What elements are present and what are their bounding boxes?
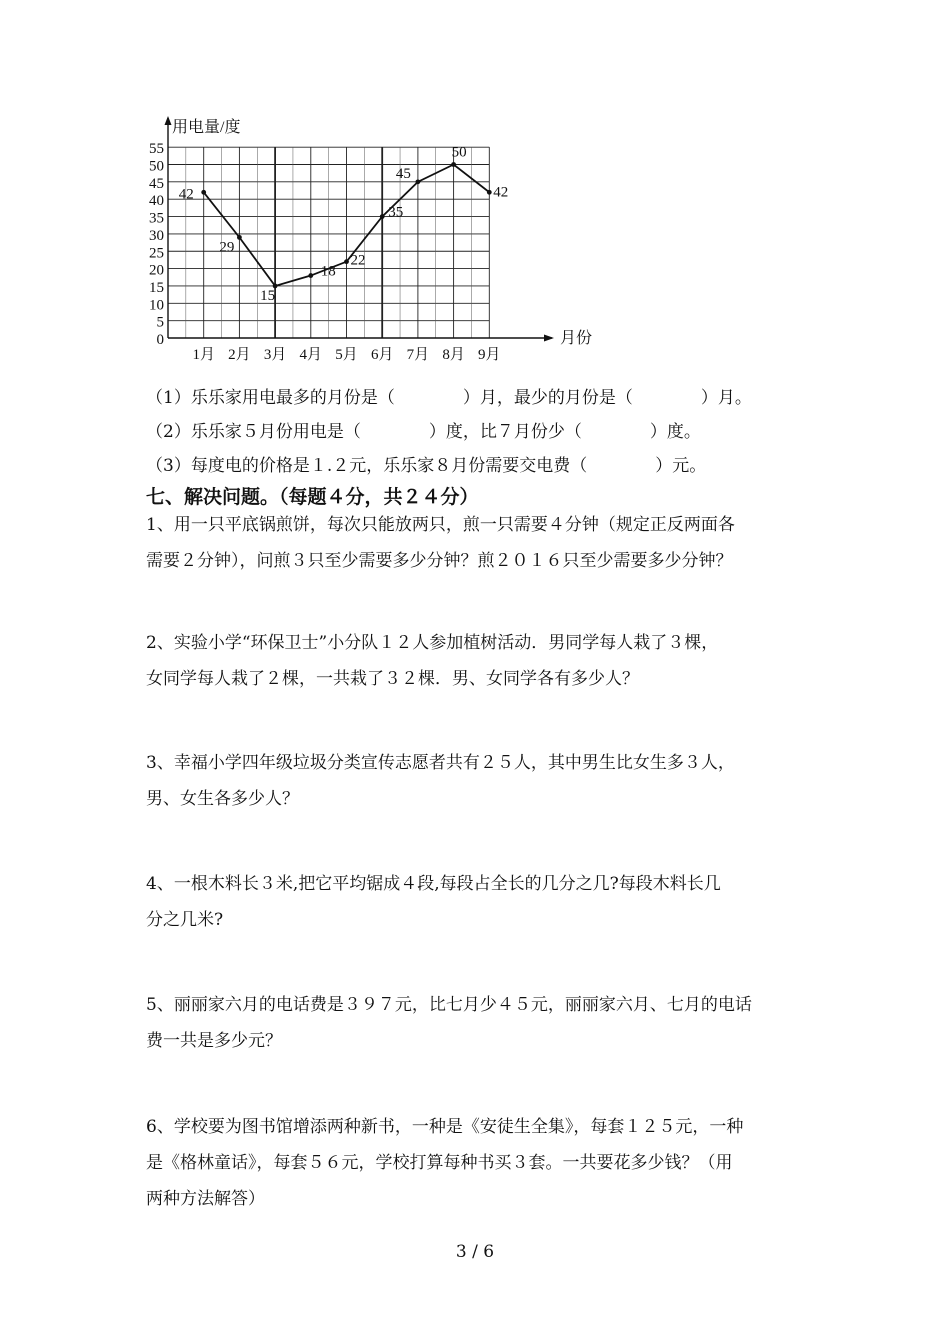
data-label: 42 xyxy=(493,184,509,201)
data-point xyxy=(380,214,385,219)
y-tick-label: 35 xyxy=(149,210,164,227)
x-tick-label: 6月 xyxy=(370,347,394,363)
problem-line: 费一共是多少元？ xyxy=(146,1031,282,1051)
problem-line: 两种方法解答） xyxy=(146,1189,265,1209)
x-tick-label: 1月 xyxy=(192,347,215,363)
data-label: 45 xyxy=(395,165,411,182)
x-tick-label: 9月 xyxy=(478,347,501,363)
data-point xyxy=(416,179,421,184)
data-label: 42 xyxy=(178,186,194,203)
problem-line: 男、女生各多少人？ xyxy=(146,789,299,809)
y-tick-label: 10 xyxy=(149,297,164,314)
x-axis-title: 月份 xyxy=(560,330,593,347)
problem-line: 分之几米? xyxy=(146,910,224,930)
data-point xyxy=(308,273,313,278)
data-point xyxy=(344,259,349,264)
problem-5 xyxy=(146,987,806,1059)
y-axis-title: 用电量/度 xyxy=(172,119,241,136)
problem-3 xyxy=(146,745,806,817)
problem-line: 需要２分钟），问煎３只至少需要多少分钟？煎２０１６只至少需要多少分钟？ xyxy=(146,551,733,571)
problem-line: 3、幸福小学四年级垃圾分类宣传志愿者共有２５人，其中男生比女生多３人， xyxy=(146,753,735,773)
problem-line: 4、一根木料长３米,把它平均锯成４段,每段占全长的几分之几?每段木料长几 xyxy=(146,874,721,894)
y-tick-label: 50 xyxy=(149,158,164,175)
y-tick-label: 40 xyxy=(149,193,164,210)
electricity-usage-line-chart xyxy=(140,110,610,370)
question-3: （3）每度电的价格是１.２元，乐乐家８月份需要交电费（ ）元。 xyxy=(146,456,707,476)
question-1: （1）乐乐家用电最多的月份是（ ）月，最少的月份是（ ）月。 xyxy=(146,388,752,408)
x-axis-arrow xyxy=(544,335,554,342)
data-label: 15 xyxy=(260,287,276,304)
data-label: 22 xyxy=(350,252,366,269)
data-point xyxy=(451,162,456,167)
x-tick-label: 2月 xyxy=(228,347,251,363)
problem-6 xyxy=(146,1109,806,1217)
x-tick-label: 8月 xyxy=(442,347,465,363)
problem-2 xyxy=(146,625,806,697)
y-tick-label: 25 xyxy=(149,245,164,262)
problem-line: 女同学每人栽了２棵，一共栽了３２棵．男、女同学各有多少人？ xyxy=(146,669,639,689)
y-tick-label: 55 xyxy=(149,141,164,158)
problem-line: 2、实验小学“环保卫士”小分队１２人参加植树活动．男同学每人栽了３棵， xyxy=(146,633,719,653)
y-tick-label: 0 xyxy=(156,332,164,348)
x-tick-label: 5月 xyxy=(335,347,358,363)
problem-line: 6、学校要为图书馆增添两种新书，一种是《安徒生全集》，每套１２５元，一种 xyxy=(146,1117,744,1137)
problem-line: 1、用一只平底锅煎饼，每次只能放两只，煎一只需要４分钟（规定正反两面各 xyxy=(146,515,735,535)
page-number: 3 / 6 xyxy=(455,1242,495,1262)
y-axis-arrow xyxy=(165,116,172,125)
y-tick-label: 30 xyxy=(149,227,164,244)
data-point xyxy=(201,190,206,195)
problem-line: 是《格林童话》，每套５６元，学校打算每种书买３套。一共要花多少钱？（用 xyxy=(146,1153,733,1173)
problem-line: 5、丽丽家六月的电话费是３９７元，比七月少４５元，丽丽家六月、七月的电话 xyxy=(146,995,752,1015)
y-tick-label: 5 xyxy=(156,314,164,331)
y-tick-label: 45 xyxy=(149,175,164,192)
x-tick-label: 4月 xyxy=(299,347,323,363)
data-label: 18 xyxy=(320,263,336,280)
x-tick-label: 7月 xyxy=(406,347,430,363)
data-label: 50 xyxy=(451,144,467,161)
section-title: 七、解决问题。（每题４分，共２４分） xyxy=(146,486,479,508)
y-tick-label: 20 xyxy=(149,262,164,279)
data-label: 29 xyxy=(219,239,235,256)
data-label: 35 xyxy=(388,204,404,221)
problem-1 xyxy=(146,507,806,579)
x-tick-label: 3月 xyxy=(263,347,287,363)
question-2: （2）乐乐家５月份用电是（ ）度，比７月份少（ ）度。 xyxy=(146,422,701,442)
problem-4 xyxy=(146,866,806,938)
y-tick-label: 15 xyxy=(149,279,164,296)
data-point xyxy=(487,190,492,195)
data-point xyxy=(237,235,242,240)
